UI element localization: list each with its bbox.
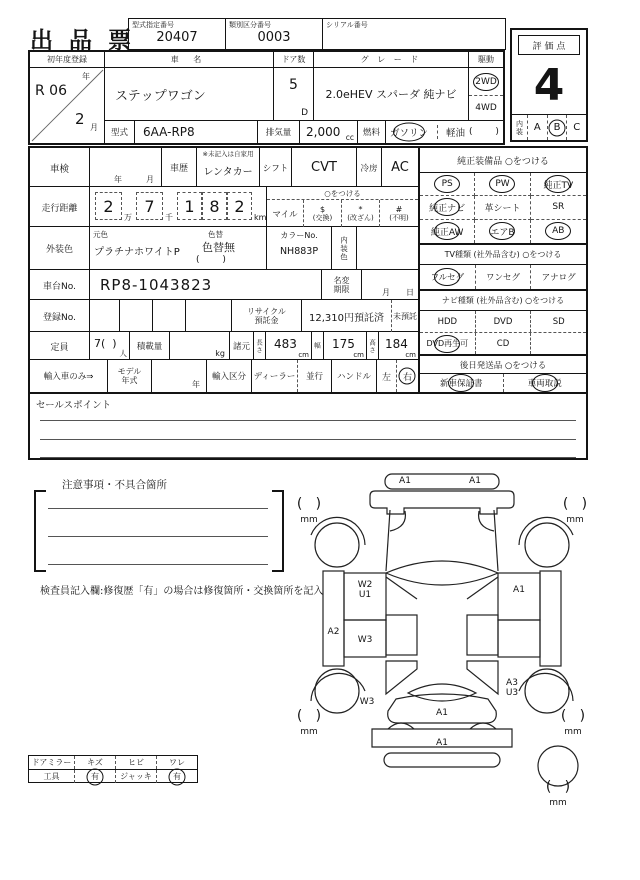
ship-later-item: 新車保証書 <box>420 374 504 392</box>
tv-type-item: ワンセグ <box>476 265 532 289</box>
doors-header: ドア数 <box>274 52 314 67</box>
load-value <box>170 332 230 360</box>
chassis-label: 車台No. <box>30 270 90 300</box>
summary-header-row <box>30 52 503 68</box>
handle-right: 右 <box>397 360 418 392</box>
evaluation-score-value: 4 <box>533 59 565 111</box>
tread-front-right-unit: mm <box>566 515 584 525</box>
mile-option: マイル <box>267 200 304 227</box>
capacity-unit: 人 <box>119 349 127 358</box>
name-change-date <box>362 270 418 300</box>
evaluation-label-box <box>518 35 580 55</box>
detail-left <box>30 148 418 392</box>
length-value: 483 cm <box>266 332 312 360</box>
height-unit: cm <box>405 351 416 359</box>
history-cell <box>197 148 260 187</box>
tamper-option: * (改ざん) <box>342 200 380 227</box>
model-year-label: モデル 年式 <box>108 360 152 392</box>
name-change-day: 日 <box>406 288 414 297</box>
row-capacity <box>30 332 418 360</box>
damage-label-left-rear-quarter: W3 <box>359 697 375 707</box>
registration-blank-cells <box>90 300 232 332</box>
interior-grade-c: C <box>566 115 586 140</box>
damage-label-front-bumper-left: A1 <box>399 476 411 486</box>
equipment-item: SR <box>531 196 586 219</box>
paint-cell <box>90 227 267 270</box>
damage-label-right-front-door: A1 <box>513 585 525 595</box>
equipment-header: 純正装備品 ○をつける <box>420 148 586 173</box>
displacement-label: 排気量 <box>258 121 300 143</box>
recycle-amount: 12,310円預託済 <box>302 300 392 332</box>
summary-bottom-row <box>105 120 503 143</box>
notes-bracket-right <box>272 490 284 572</box>
model-year-unit: 年 <box>192 380 200 389</box>
tread-rear-left-field: ( ) <box>296 708 322 724</box>
navi-type-item <box>531 333 586 354</box>
tv-type-row <box>420 265 586 289</box>
car-name-header: 車 名 <box>105 52 274 67</box>
mileage-digit-box: 7 <box>136 192 163 220</box>
exterior-label: 外装色 <box>30 227 90 270</box>
sales-point-box <box>30 392 586 458</box>
navi-type-row1 <box>420 311 586 332</box>
damage-diagram <box>292 463 597 818</box>
interior-color-value <box>357 227 418 270</box>
navi-type-item: CD <box>476 333 532 354</box>
color-no-label: カラーNo. <box>280 231 318 240</box>
row-registration <box>30 300 418 332</box>
tv-type-item: フルセグ <box>420 265 476 289</box>
equipment-item: AB <box>552 226 565 237</box>
mirror-row <box>29 756 197 770</box>
first-reg-month-suffix: 月 <box>90 123 98 132</box>
interior-grade-b: B <box>547 115 567 140</box>
fuel-diesel: 軽油 <box>437 125 465 139</box>
serial-box <box>322 18 506 50</box>
chassis-value: RP8-1043823 <box>90 270 322 300</box>
width-value: 175 cm <box>324 332 367 360</box>
damage-label-rear-panel: A1 <box>436 708 448 718</box>
navi-type-header: ナビ種類 (社外品含む) ○をつける <box>420 289 586 311</box>
first-reg-month: 2 <box>75 110 85 128</box>
name-change-label: 名変 期限 <box>322 270 362 300</box>
detail-table <box>28 146 588 460</box>
cooling-value: AC <box>391 160 409 175</box>
sales-line <box>40 457 576 458</box>
evaluation-score <box>512 56 586 114</box>
evaluation-label: 評 価 点 <box>532 41 566 52</box>
notes-bracket-left <box>34 490 46 572</box>
tv-type-item: アナログ <box>541 273 576 283</box>
evaluation-box <box>510 28 588 142</box>
inspection-year-suffix: 年 <box>114 175 122 184</box>
grade-header: グ レ ー ド <box>314 52 469 67</box>
navi-type-item: SD <box>552 316 565 327</box>
mileage-digit-box: 2 <box>227 192 252 220</box>
history-value: レンタカー <box>203 167 253 178</box>
model-code-value: 6AA-RP8 <box>135 121 258 143</box>
model-code-label: 型式 <box>105 121 135 143</box>
navi-type-item: DVD再生可 <box>420 333 476 354</box>
ship-later-item: 車両取説 <box>527 379 562 389</box>
fuel-diesel-paren: ( ) <box>469 127 499 137</box>
type-code-box <box>128 18 226 50</box>
notes-line <box>48 508 268 509</box>
width-unit: cm <box>353 351 364 359</box>
mileage-digits <box>90 187 267 227</box>
interior-color-label: 内装色 <box>332 227 357 270</box>
mirror-crack: ヒビ <box>116 756 157 769</box>
type-code-label: 型式指定番号 <box>132 21 174 29</box>
first-reg-cell <box>30 68 105 143</box>
class-code-value: 0003 <box>257 30 291 45</box>
capacity-label: 定員 <box>30 332 90 360</box>
equipment-item: 純正AW <box>420 220 475 243</box>
circle-note: ○をつける <box>267 187 418 200</box>
recolor-label: 色替 <box>208 230 223 239</box>
mileage-man: 万 <box>124 213 132 222</box>
drive-2wd-cell: 2WD <box>475 76 497 87</box>
doors-cell <box>274 68 314 120</box>
history-note: ※未記入は自家用 <box>202 150 254 158</box>
navi-type-item: DVD <box>476 311 532 332</box>
recycle-label: リサイクル 預託金 <box>232 300 302 332</box>
width-label: 幅 <box>312 332 324 360</box>
damage-label-front-bumper-right: A1 <box>469 476 481 486</box>
equipment-item: エアB <box>475 220 530 243</box>
jack-value: 有 <box>173 772 181 781</box>
mileage-digit-box: 2 <box>95 192 122 220</box>
row-import <box>30 360 418 392</box>
height-label: 高さ <box>367 332 379 360</box>
shift-value: CVT <box>292 148 357 187</box>
model-year-value <box>152 360 207 392</box>
tread-spare-unit: mm <box>549 798 567 808</box>
tool-value: 有 <box>75 770 116 783</box>
interior-grade-a: A <box>527 115 547 140</box>
sales-line <box>40 420 576 421</box>
mileage-sen: 千 <box>165 213 173 222</box>
header-code-boxes <box>128 18 508 50</box>
displacement-value: 2,000 cc <box>300 121 358 143</box>
tread-rear-left-unit: mm <box>300 727 318 737</box>
capacity-value: 7( ) 人 <box>90 332 130 360</box>
vehicle-summary-block <box>28 50 505 145</box>
navi-type-item: HDD <box>420 311 476 332</box>
first-reg-year-suffix: 年 <box>82 72 90 81</box>
tread-front-left-field: ( ) <box>296 496 322 512</box>
length-unit: cm <box>298 351 309 359</box>
class-code-label: 類別区分番号 <box>229 21 271 29</box>
equipment-item: 純正TV <box>531 173 586 196</box>
import-label: 輸入車のみ⇒ <box>30 360 108 392</box>
orig-color-label: 元色 <box>93 230 108 239</box>
tread-spare-field: ( ) <box>545 779 571 795</box>
fuel-gasoline: ガソリン <box>390 125 428 139</box>
row-chassis <box>30 270 418 300</box>
notes-title: 注意事項・不具合箇所 <box>62 479 167 491</box>
orig-color-value: プラチナホワイトP <box>94 247 180 258</box>
inspection-date-cell <box>90 148 162 187</box>
handle-left: 左 <box>377 360 397 392</box>
equipment-item: PW <box>475 173 530 196</box>
grade-cell: 2.0eHEV スパーダ 純ナビ <box>314 68 469 120</box>
mirror-break: ワレ <box>169 758 185 767</box>
mirror-label: ドアミラー <box>29 756 75 769</box>
row-mileage <box>30 187 418 227</box>
jack-label: ジャッキ <box>116 770 157 783</box>
notes-line <box>48 536 268 537</box>
tools-row <box>29 770 197 783</box>
mirror-tools-table <box>28 755 198 783</box>
fuel-label: 燃料 <box>358 121 386 143</box>
recycle-none: 未預託 <box>393 311 417 321</box>
sheet-title: 出 品 票 <box>30 28 136 54</box>
color-no-cell <box>267 227 332 270</box>
first-reg-header: 初年度登録 <box>30 52 105 67</box>
cooling-label: 冷房 <box>357 148 382 187</box>
height-value: 184 cm <box>385 337 416 359</box>
load-unit: kg <box>215 349 225 358</box>
recolor-value: 色替無 <box>202 241 235 254</box>
cell-divider <box>119 300 120 332</box>
recolor-paren: ( ) <box>196 255 226 265</box>
ship-later-header: 後日発送品 ○をつける <box>420 354 586 374</box>
handle-label: ハンドル <box>332 360 377 392</box>
row-exterior-color <box>30 227 418 270</box>
class-code-box <box>225 18 323 50</box>
import-parallel: 並行 <box>298 360 332 392</box>
cell-divider <box>152 300 153 332</box>
registration-label: 登録No. <box>30 300 90 332</box>
tread-rear-right-field: ( ) <box>560 708 586 724</box>
interior-grade-row <box>512 114 586 140</box>
history-label: 車歴 <box>162 148 197 187</box>
displacement-unit: cc <box>345 133 354 142</box>
fuel-options <box>386 121 503 143</box>
mileage-unit: km <box>254 213 267 222</box>
mileage-flag-area <box>267 187 418 227</box>
tool-label: 工具 <box>29 770 75 783</box>
inspection-month-suffix: 月 <box>146 175 154 184</box>
cell-divider <box>185 300 186 332</box>
vehicle-outline <box>292 463 592 813</box>
mirror-scratch: キズ <box>75 756 116 769</box>
doors-value: 5 <box>289 77 298 93</box>
type-code-value: 20407 <box>156 30 198 45</box>
import-dealer: ディーラー <box>252 360 298 392</box>
mileage-digit-box: 8 <box>202 192 227 220</box>
swap-option: $ (交換) <box>304 200 342 227</box>
damage-label-left-front-door: W2 U1 <box>357 580 373 600</box>
import-type-label: 輸入区分 <box>207 360 252 392</box>
mileage-digit-box: 1 <box>177 192 202 220</box>
equipment-item: 純正ナビ <box>420 196 475 219</box>
tread-front-right-field: ( ) <box>562 496 588 512</box>
doors-code: D <box>301 108 308 118</box>
tv-type-header: TV種類 (社外品含む) ○をつける <box>420 243 586 265</box>
tread-front-left-unit: mm <box>300 515 318 525</box>
shift-label: シフト <box>260 148 292 187</box>
color-no-value: NH883P <box>279 246 319 257</box>
damage-label-left-sill: A2 <box>327 627 340 637</box>
inspector-note: 検査員記入欄:修復歴「有」の場合は修復箇所・交換箇所を記入 <box>40 586 324 597</box>
sales-line <box>40 439 576 440</box>
car-name-cell: ステップワゴン <box>105 68 274 120</box>
tread-rear-right-unit: mm <box>564 727 582 737</box>
notes-line <box>48 564 268 565</box>
equipment-grid <box>420 173 586 243</box>
inspection-label: 車検 <box>30 148 90 187</box>
name-change-month: 月 <box>382 288 390 297</box>
drive-header: 駆動 <box>478 55 494 64</box>
spec-label: 諸元 <box>230 332 254 360</box>
damage-label-rear-bumper: A1 <box>436 738 448 748</box>
length-label: 長さ <box>254 332 266 360</box>
equipment-item: 革シート <box>475 196 530 219</box>
interior-grade-label: 内装 <box>515 119 524 136</box>
row-inspection <box>30 148 418 187</box>
equipment-column <box>418 148 586 392</box>
load-label: 積載量 <box>130 332 170 360</box>
drive-4wd-cell: 4WD <box>469 95 503 120</box>
navi-type-row2 <box>420 332 586 354</box>
mileage-label: 走行距離 <box>30 187 90 227</box>
unknown-option: # (不明) <box>389 204 409 222</box>
first-reg-era-year: R 06 <box>35 83 67 99</box>
serial-label: シリアル番号 <box>326 21 368 29</box>
sales-point-label: セールスポイント <box>36 400 112 411</box>
ship-later-row <box>420 374 586 392</box>
equipment-item: PS <box>420 173 475 196</box>
damage-label-left-rear-door: W3 <box>357 635 373 645</box>
damage-label-right-rear-quarter: A3 U3 <box>505 678 519 698</box>
